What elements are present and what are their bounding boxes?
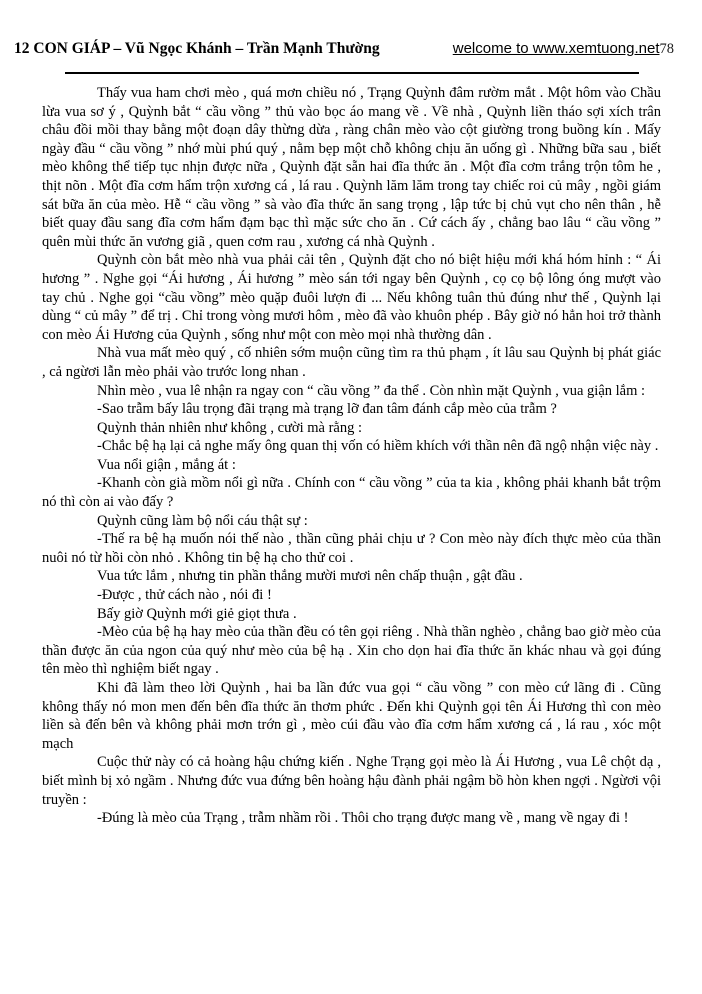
paragraph: Cuộc thử này có cả hoàng hậu chứng kiến . Nghe Trạng gọi mèo là Ái Hương , vua Lê chột dạ , biết mình bị xỏ ngầm . Nhưng đức vua đứng bên hoàng hậu đành phải ngậm bồ hòn khen ngợi . Ngừơi vội truyền :: [42, 754, 661, 808]
paragraph: Quỳnh còn bắt mèo nhà vua phải cải tên , Quỳnh đặt cho nó biệt hiệu mới khá hóm hỉnh : “ Ái hương ” . Nghe gọi “Ái hương , Ái hương ” mèo sán tới ngay bên Quỳnh , cọ cọ bộ lông óng mượt vào tay chủ . Nghe gọi “cầu vồng” mèo quặp đuôi lượn đi ... Nếu không tuân thủ đúng như thế , Quỳnh lại dùng “ củ mây ” để trị . Chỉ trong vòng mươi hôm , mèo đã vào khuôn phép . Bây giờ nó hẳn hoi trở thành con mèo Ái Hương của Quỳnh , sống như một con mèo mọi nhà thường dân .: [42, 252, 661, 343]
header-divider: [65, 72, 639, 74]
header-title: 12 CON GIÁP – Vũ Ngọc Khánh – Trần Mạnh Thường: [14, 40, 380, 57]
paragraph: Quỳnh thản nhiên như không , cười mà rằng :: [97, 419, 363, 436]
paragraph: Nhìn mèo , vua lê nhận ra ngay con “ cầu vồng ” đa thể . Còn nhìn mặt Quỳnh , vua giận lắm :: [97, 382, 646, 399]
paragraph: Vua tức lắm , nhưng tin phần thắng mười mươi nên chấp thuận , gật đầu .: [97, 568, 523, 585]
paragraph: Bấy giờ Quỳnh mới giẻ giọt thưa .: [97, 605, 297, 622]
header-right: [453, 40, 674, 58]
paragraph: -Chắc bệ hạ lại cả nghe mấy ông quan thị vốn có hiềm khích với thần nên đã ngộ nhận việc này .: [97, 438, 659, 455]
paragraph: -Sao trẫm bấy lâu trọng đãi trạng mà trạng lỡ đan tâm đánh cắp mèo của trẫm ?: [97, 401, 557, 418]
paragraph: Thấy vua ham chơi mèo , quá mơn chiều nó , Trạng Quỳnh đâm rườm mắt . Một hôm vào Chầu lừa vua sơ ý , Quỳnh bắt “ cầu vồng ” thủ vào bọc áo mang về . Về nhà , Quỳnh liền tháo sợi xích trân châu đồi mồi thay bằng một đoạn dây thừng dừa , ràng chân mèo vào cột giường trong buồng kín . Mấy ngày đầu “ cầu vồng ” nhớ mùi phú quý , nằm bẹp một chỗ không chịu ăn uống gì . Những bữa sau , biết mèo không thể tiếp tục nhịn được nữa , Quỳnh đặt sẵn hai đĩa thức ăn . Một đĩa cơm trắng trộn tôm he , thịt nõn . Một đĩa cơm hẩm trộn xương cá , lá rau . Quỳnh lăm lăm trong tay chiếc roi củ mây , ngồi giám sát bữa ăn của mèo. Hễ “ cầu vồng ” sà vào đĩa thức ăn sang trọng , lập tức bị chủ vụt cho nên thân , hễ biết quay đầu sang đĩa cơm hẩm đạm bạc thì mặc sức cho ăn . Cứ cách ấy , chẳng bao lâu “ cầu vồng ” quên mùi thức ăn vương giã , quen cơm rau , xương cá nhà Quỳnh .: [42, 85, 661, 250]
paragraph: -Đúng là mèo của Trạng , trẫm nhầm rồi . Thôi cho trạng được mang về , mang về ngay đi !: [97, 810, 629, 827]
page-body: [42, 84, 661, 828]
website-link[interactable]: welcome to www.xemtuong.net: [452, 40, 660, 57]
paragraph: Quỳnh cũng làm bộ nổi cáu thật sự :: [97, 512, 308, 529]
paragraph: -Mèo của bệ hạ hay mèo của thần đều có tên gọi riêng . Nhà thần nghèo , chẳng bao giờ mèo của thần được ăn của ngon của quý như mèo của bệ hạ . Xin cho dọn hai đĩa thức ăn khác nhau và gọi đúng tên mèo thì nghiệm biết ngay .: [42, 624, 661, 678]
paragraph: -Thế ra bệ hạ muốn nói thế nào , thần cũng phải chịu ư ? Con mèo này đích thực mèo của thần nuôi nó từ hồi còn nhỏ . Không tin bệ hạ cho thử coi .: [42, 531, 661, 566]
paragraph: Khi đã làm theo lời Quỳnh , hai ba lần đức vua gọi “ cầu vồng ” con mèo cứ lãng đi . Cũng không thấy nó mon men đến bên đĩa thức ăn thơm phức . Đến khi Quỳnh gọi tên Ái Hương thì con mèo liền sà đến bên và không phải mơn trớn gì , mèo cúi đầu vào đĩa cơm hẩm xương cá , lá rau , xóc một mạch: [42, 680, 661, 752]
paragraph: -Được , thử cách nào , nói đi !: [97, 587, 272, 604]
paragraph: -Khanh còn già mồm nổi gì nữa . Chính con “ cầu vồng ” của ta kia , không phải khanh bắt trộm nó thì còn ai vào đấy ?: [42, 475, 661, 511]
paragraph: Nhà vua mất mèo quý , cố nhiên sớm muộn cũng tìm ra thủ phạm , ít lâu sau Quỳnh bị phát giác , cả ngừơi lẫn mèo phải vào trước long nhan .: [42, 345, 661, 380]
paragraph: Vua nổi giận , mắng át :: [97, 456, 236, 473]
page-header: [14, 40, 674, 58]
page-number: 78: [659, 41, 674, 57]
